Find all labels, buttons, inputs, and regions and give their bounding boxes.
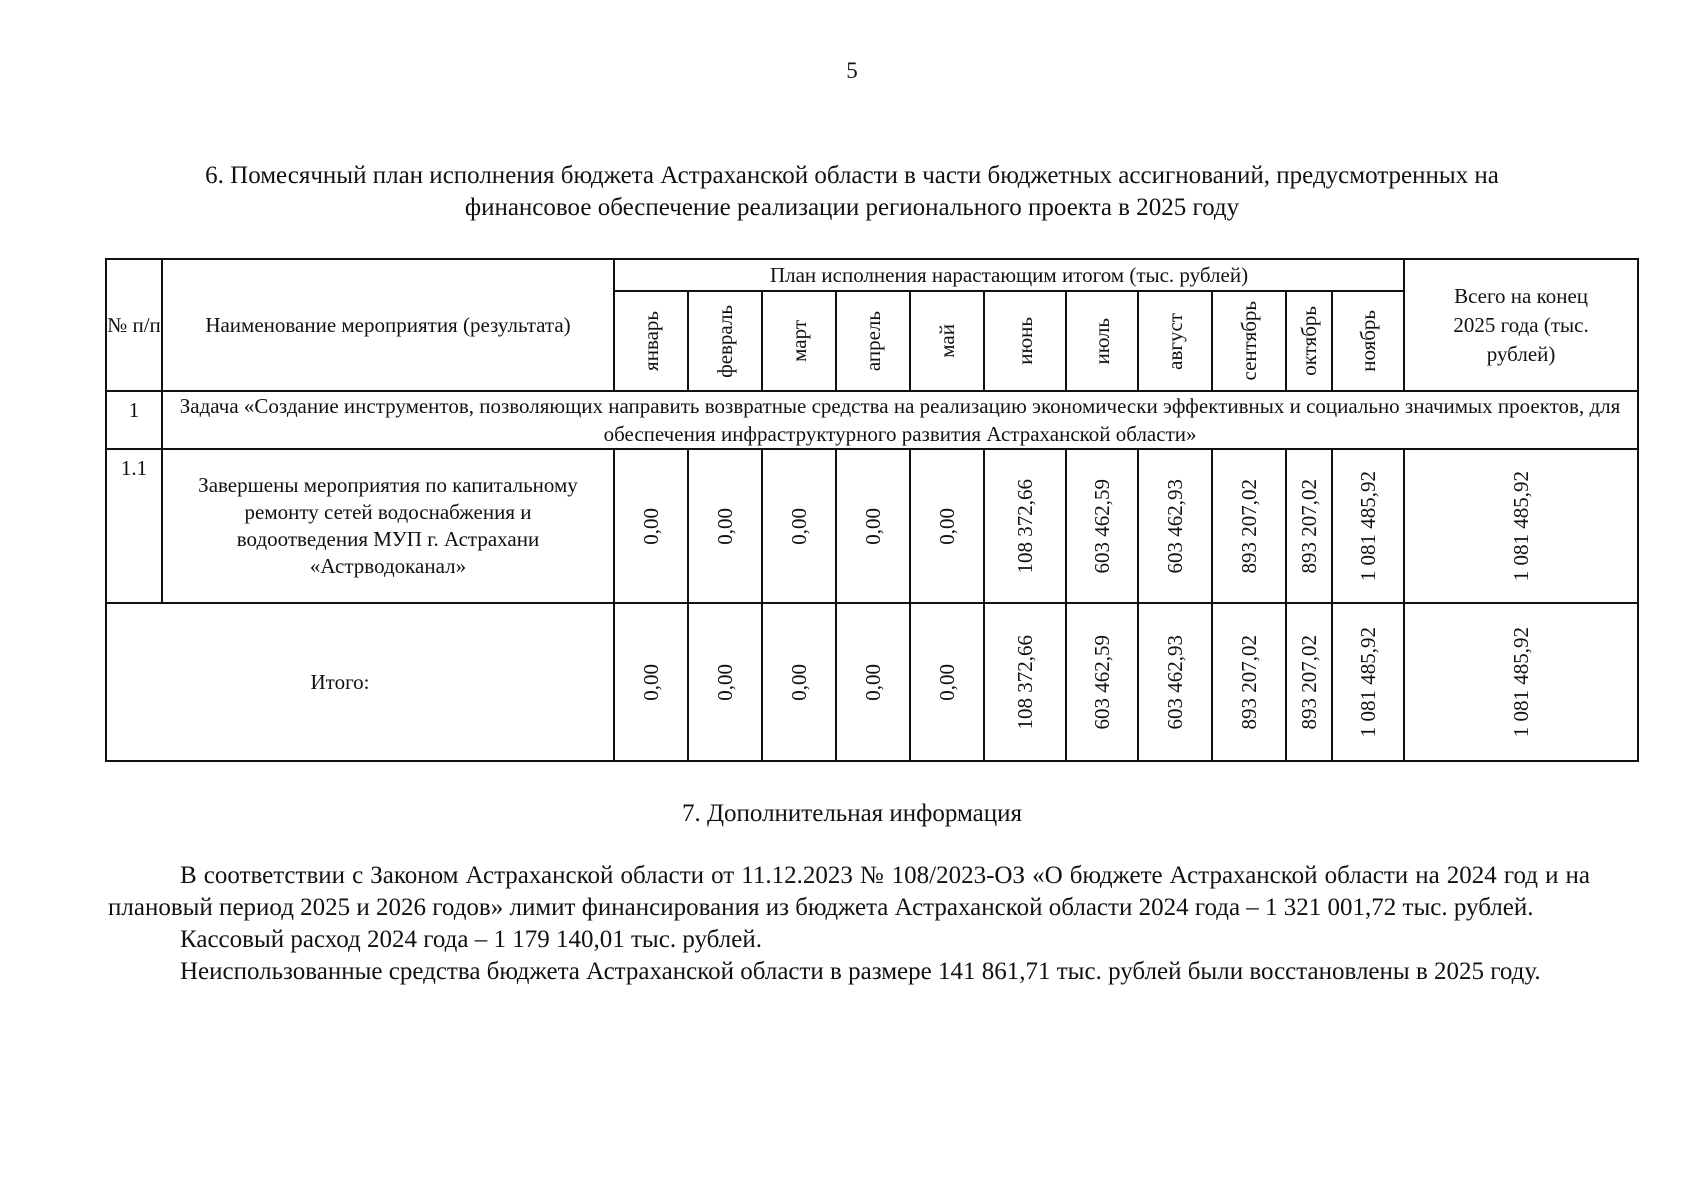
item-value [984, 449, 1066, 603]
total-value [836, 603, 910, 761]
total-value-text: 1 081 485,92 [1356, 626, 1381, 738]
month-header-text: июнь [1013, 317, 1037, 365]
month-header-text: сентябрь [1237, 301, 1261, 381]
item-value-text: 0,00 [787, 507, 811, 545]
month-header-text: август [1163, 312, 1187, 370]
item-value-text: 0,00 [861, 507, 885, 545]
total-value-text: 603 462,59 [1090, 634, 1114, 730]
section-7-title: 7. Дополнительная информация [681, 800, 1023, 827]
additional-info-text [108, 860, 1590, 988]
item-value-text: 0,00 [935, 507, 959, 545]
month-header [910, 291, 984, 391]
item-value [688, 449, 762, 603]
total-value-text: 0,00 [787, 663, 811, 701]
item-value [1286, 449, 1332, 603]
total-row [106, 603, 1638, 761]
total-value [1212, 603, 1286, 761]
task-text: Задача «Создание инструментов, позволяющих направить возвратные средства на реализацию экономически эффективных и социально значимых проектов, для обеспечения инфраструктурного развития Астраханской области» [162, 391, 1638, 449]
month-header [1332, 291, 1404, 391]
month-header-text: июль [1090, 317, 1114, 365]
item-total [1404, 449, 1638, 603]
total-value-text: 108 372,66 [1013, 634, 1037, 730]
month-header [984, 291, 1066, 391]
month-header [1212, 291, 1286, 391]
item-name: Завершены мероприятия по капитальному ремонту сетей водоснабжения и водоотведения МУП г. Астрахани «Астрводоканал» [162, 449, 614, 603]
total-value-text: 893 207,02 [1237, 634, 1261, 730]
item-row [106, 449, 1638, 603]
total-value [1332, 603, 1404, 761]
total-value [614, 603, 688, 761]
item-value-text: 0,00 [639, 507, 663, 545]
month-header-text: май [935, 324, 959, 358]
total-label: Итого: [106, 603, 614, 761]
item-value-text: 0,00 [713, 507, 737, 545]
budget-plan-table [105, 258, 1639, 762]
item-value [1138, 449, 1212, 603]
total-value [688, 603, 762, 761]
header-num: № п/п [106, 259, 162, 391]
header-row-1 [106, 259, 1638, 291]
month-header [836, 291, 910, 391]
total-value-text: 0,00 [935, 663, 959, 701]
month-header [688, 291, 762, 391]
item-value [836, 449, 910, 603]
item-value-text: 1 081 485,92 [1356, 470, 1381, 582]
grand-total [1404, 603, 1638, 761]
total-value [910, 603, 984, 761]
section-6-title-line-1: 6. Помесячный план исполнения бюджета Астраханской области в части бюджетных ассигнований, предусмотренных на [205, 162, 1499, 189]
task-row [106, 391, 1638, 449]
item-value-text: 108 372,66 [1013, 478, 1037, 574]
month-header [614, 291, 688, 391]
item-value [1332, 449, 1404, 603]
task-num: 1 [106, 391, 162, 449]
month-header-text: октябрь [1297, 306, 1321, 376]
header-plan: План исполнения нарастающим итогом (тыс. рублей) [614, 259, 1404, 291]
page-number: 5 [846, 58, 858, 83]
month-header-text: апрель [861, 310, 885, 372]
total-value [1066, 603, 1138, 761]
total-value-text: 893 207,02 [1297, 634, 1321, 730]
item-value-text: 893 207,02 [1237, 478, 1261, 574]
total-value-text: 0,00 [639, 663, 663, 701]
header-name: Наименование мероприятия (результата) [162, 259, 614, 391]
total-value [1286, 603, 1332, 761]
paragraph-cash-expense: Кассовый расход 2024 года – 1 179 140,01 тыс. рублей. [180, 926, 762, 953]
item-value [762, 449, 836, 603]
paragraph-unused-funds: Неиспользованные средства бюджета Астраханской области в размере 141 861,71 тыс. рублей были восстановлены в 2025 году. [180, 958, 1541, 985]
grand-total-text: 1 081 485,92 [1509, 626, 1534, 738]
month-header [1066, 291, 1138, 391]
total-value [984, 603, 1066, 761]
month-header-text: ноябрь [1356, 310, 1381, 372]
month-header-text: февраль [713, 304, 737, 378]
item-value [614, 449, 688, 603]
item-value [1066, 449, 1138, 603]
item-total-text: 1 081 485,92 [1509, 470, 1534, 582]
total-value-text: 0,00 [861, 663, 885, 701]
month-header [1286, 291, 1332, 391]
header-total: Всего на конец 2025 года (тыс. рублей) [1404, 259, 1638, 391]
month-header [1138, 291, 1212, 391]
item-value-text: 603 462,59 [1090, 478, 1114, 574]
paragraph-law: В соответствии с Законом Астраханской области от 11.12.2023 № 108/2023-ОЗ «О бюджете Астраханской области на 2024 год и на плановый период 2025 и 2026 годов» лимит финансирования из бюджета Астраханской области 2024 года – 1 321 001,72 тыс. рублей. [108, 862, 1590, 921]
section-6-title-line-2: финансовое обеспечение реализации регионального проекта в 2025 году [464, 194, 1240, 221]
total-value-text: 0,00 [713, 663, 737, 701]
item-num: 1.1 [106, 449, 162, 603]
month-header-text: март [787, 320, 811, 362]
item-value [910, 449, 984, 603]
total-value-text: 603 462,93 [1163, 634, 1187, 730]
total-value [1138, 603, 1212, 761]
item-value [1212, 449, 1286, 603]
month-header [762, 291, 836, 391]
item-value-text: 893 207,02 [1297, 478, 1321, 574]
month-header-text: январь [639, 311, 663, 371]
item-value-text: 603 462,93 [1163, 478, 1187, 574]
total-value [762, 603, 836, 761]
